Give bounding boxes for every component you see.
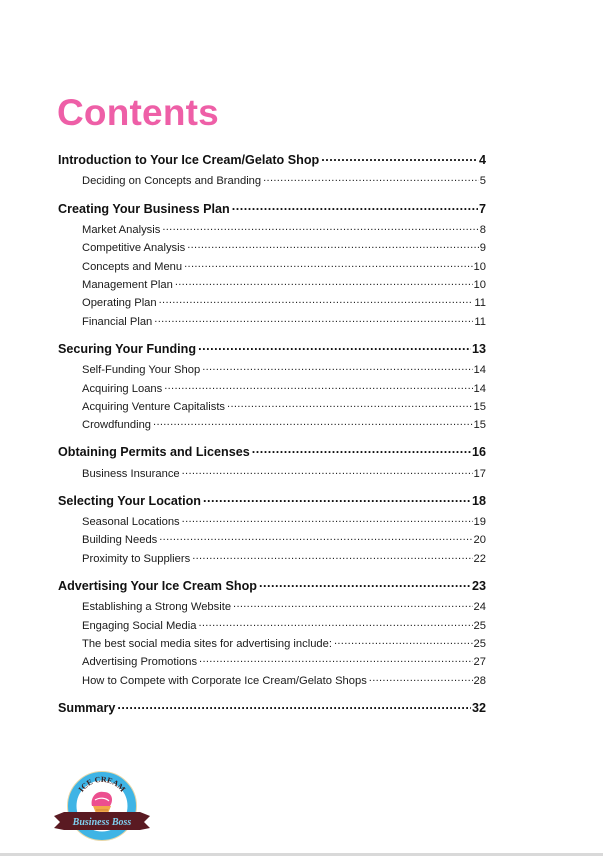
toc-page-number: 17: [473, 468, 486, 481]
dot-leader: [321, 151, 478, 164]
toc-page-number: 9: [479, 242, 486, 255]
ice-cream-business-boss-logo: [52, 770, 152, 844]
toc-page-number: 32: [471, 700, 486, 715]
toc-entry-title: Establishing a Strong Website: [82, 601, 232, 614]
toc-section-entry[interactable]: [82, 514, 486, 528]
toc-page-number: 7: [478, 201, 486, 216]
dot-leader: [227, 399, 473, 410]
dot-leader: [233, 599, 473, 610]
toc-page-number: 5: [479, 175, 486, 188]
dot-leader: [175, 277, 473, 288]
dot-leader: [203, 492, 471, 505]
toc-page-number: 22: [473, 553, 486, 566]
toc-section-entry[interactable]: [82, 240, 486, 254]
toc-entry-title: Selecting Your Location: [58, 493, 201, 508]
toc-section-entry[interactable]: [82, 295, 486, 309]
dot-leader: [198, 340, 471, 353]
dot-leader: [164, 381, 472, 392]
toc-section-entry[interactable]: [82, 618, 486, 632]
toc-entry-title: Competitive Analysis: [82, 242, 186, 255]
toc-page-number: 23: [471, 578, 486, 593]
toc-section-entry[interactable]: [82, 654, 486, 668]
toc-page-number: 11: [474, 316, 486, 329]
dot-leader: [198, 618, 472, 629]
toc-entry-title: Business Insurance: [82, 468, 180, 481]
toc-entry-title: The best social media sites for advertising include:: [82, 638, 332, 651]
toc-page-number: 25: [473, 638, 486, 651]
toc-page-number: 25: [473, 620, 486, 633]
toc-section-entry[interactable]: [82, 466, 486, 480]
dot-leader: [182, 514, 473, 525]
toc-entry-title: Self-Funding Your Shop: [82, 364, 201, 377]
toc-entry-title: Management Plan: [82, 279, 173, 292]
page-title: Contents: [57, 92, 219, 133]
toc-entry-title: Crowdfunding: [82, 419, 152, 432]
toc-section-entry[interactable]: [82, 532, 486, 546]
toc-page-number: 20: [473, 534, 486, 547]
toc-chapter-entry[interactable]: [58, 492, 486, 508]
toc-section-entry[interactable]: [82, 636, 486, 650]
toc-section-entry[interactable]: [82, 399, 486, 413]
logo-top-text: ICE CREAM: [76, 774, 128, 794]
toc-entry-title: Proximity to Suppliers: [82, 553, 191, 566]
toc-entry-title: Securing Your Funding: [58, 341, 197, 356]
toc-chapter-entry[interactable]: [58, 151, 486, 167]
toc-section-entry[interactable]: [82, 277, 486, 291]
toc-section-entry[interactable]: [82, 173, 486, 187]
dot-leader: [154, 314, 473, 325]
toc-entry-title: Engaging Social Media: [82, 620, 197, 633]
toc-page-number: 18: [471, 493, 486, 508]
toc-entry-title: Advertising Your Ice Cream Shop: [58, 578, 257, 593]
toc-chapter-entry[interactable]: [58, 443, 486, 459]
toc-entry-title: Summary: [58, 700, 116, 715]
toc-page-number: 27: [473, 656, 486, 669]
dot-leader: [202, 362, 472, 373]
dot-leader: [117, 699, 471, 712]
dot-leader: [263, 173, 479, 184]
toc-entry-title: Advertising Promotions: [82, 656, 198, 669]
toc-page-number: 15: [473, 401, 486, 414]
toc-page-number: 14: [473, 364, 486, 377]
toc-page-number: 24: [473, 601, 486, 614]
logo-banner-text: Business Boss: [72, 817, 132, 828]
toc-section-entry[interactable]: [82, 417, 486, 431]
toc-entry-title: Acquiring Loans: [82, 383, 163, 396]
toc-page-number: 16: [471, 444, 486, 459]
toc-entry-title: Acquiring Venture Capitalists: [82, 401, 226, 414]
toc-entry-title: How to Compete with Corporate Ice Cream/Gelato Shops: [82, 675, 367, 688]
toc-entry-title: Creating Your Business Plan: [58, 201, 230, 216]
dot-leader: [184, 259, 472, 270]
toc-page-number: 28: [473, 675, 486, 688]
toc-chapter-entry[interactable]: [58, 340, 486, 356]
dot-leader: [162, 222, 478, 233]
toc-page-number: 15: [473, 419, 486, 432]
toc-entry-title: Seasonal Locations: [82, 516, 180, 529]
dot-leader: [199, 654, 473, 665]
toc-section-entry[interactable]: [82, 673, 486, 687]
dot-leader: [232, 200, 478, 213]
dot-leader: [159, 532, 472, 543]
dot-leader: [182, 466, 473, 477]
dot-leader: [192, 551, 472, 562]
dot-leader: [369, 673, 473, 684]
dot-leader: [153, 417, 473, 428]
toc-section-entry[interactable]: [82, 314, 486, 328]
dot-leader: [159, 295, 474, 306]
dot-leader: [259, 577, 471, 590]
toc-entry-title: Deciding on Concepts and Branding: [82, 175, 262, 188]
toc-entry-title: Introduction to Your Ice Cream/Gelato Shop: [58, 152, 320, 167]
toc-page-number: 10: [473, 279, 486, 292]
toc-entry-title: Operating Plan: [82, 297, 157, 310]
toc-entry-title: Building Needs: [82, 534, 158, 547]
toc-page-number: 14: [473, 383, 486, 396]
toc-chapter-entry[interactable]: [58, 699, 486, 715]
toc-entry-title: Market Analysis: [82, 224, 161, 237]
toc-entry-title: Concepts and Menu: [82, 261, 183, 274]
dot-leader: [252, 443, 471, 456]
toc-section-entry[interactable]: [82, 599, 486, 613]
toc-chapter-entry[interactable]: [58, 200, 486, 216]
toc-page-number: 13: [471, 341, 486, 356]
toc-section-entry[interactable]: [82, 551, 486, 565]
dot-leader: [187, 240, 479, 251]
toc-section-entry[interactable]: [82, 222, 486, 236]
toc-page-number: 8: [479, 224, 486, 237]
toc-page-number: 10: [473, 261, 486, 274]
toc-entry-title: Obtaining Permits and Licenses: [58, 444, 250, 459]
dot-leader: [334, 636, 473, 647]
toc-chapter-entry[interactable]: [58, 577, 486, 593]
toc-section-entry[interactable]: [82, 381, 486, 395]
toc-section-entry[interactable]: [82, 259, 486, 273]
toc-page-number: 19: [473, 516, 486, 529]
toc-section-entry[interactable]: [82, 362, 486, 376]
toc-page-number: 4: [478, 152, 486, 167]
toc-entry-title: Financial Plan: [82, 316, 153, 329]
toc-page-number: 11: [474, 297, 486, 310]
